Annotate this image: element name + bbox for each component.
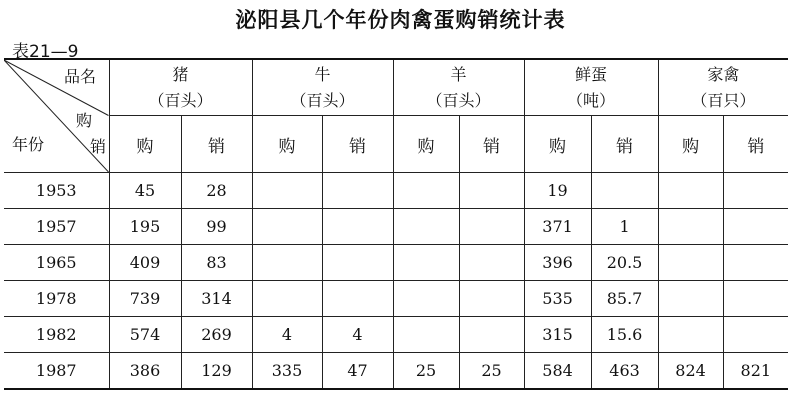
category-header	[252, 59, 393, 116]
corner-label-buy: 购	[76, 111, 93, 130]
data-cell	[393, 317, 459, 353]
year-cell: 1987	[4, 353, 109, 390]
data-cell: 83	[181, 245, 252, 281]
table-row	[4, 245, 788, 281]
data-cell	[658, 173, 723, 209]
data-cell: 584	[524, 353, 591, 390]
data-cell: 4	[252, 317, 322, 353]
data-cell: 314	[181, 281, 252, 317]
table-row	[4, 281, 788, 317]
data-cell: 315	[524, 317, 591, 353]
data-cell: 371	[524, 209, 591, 245]
stats-table	[4, 58, 788, 390]
sub-header-sell: 销	[723, 116, 788, 173]
corner-label-sell: 销	[90, 137, 107, 156]
data-cell	[322, 173, 393, 209]
data-cell: 463	[591, 353, 658, 390]
table-row	[4, 173, 788, 209]
corner-header	[4, 59, 109, 173]
category-unit: （百只）	[691, 90, 756, 110]
data-cell	[252, 209, 322, 245]
category-header	[524, 59, 658, 116]
data-cell: 15.6	[591, 317, 658, 353]
data-cell	[723, 209, 788, 245]
data-cell	[723, 281, 788, 317]
data-cell	[723, 245, 788, 281]
data-cell	[658, 209, 723, 245]
page-title: 泌阳县几个年份肉禽蛋购销统计表	[235, 8, 566, 32]
category-name: 羊	[450, 64, 467, 84]
data-cell: 25	[459, 353, 524, 390]
data-cell: 535	[524, 281, 591, 317]
sub-header-buy: 购	[393, 116, 459, 173]
data-cell	[322, 281, 393, 317]
data-cell	[393, 245, 459, 281]
data-cell: 85.7	[591, 281, 658, 317]
year-cell: 1953	[4, 173, 109, 209]
category-name: 牛	[314, 64, 331, 84]
data-cell: 28	[181, 173, 252, 209]
data-cell: 824	[658, 353, 723, 390]
sub-header-sell: 销	[591, 116, 658, 173]
data-cell	[322, 245, 393, 281]
data-cell	[393, 209, 459, 245]
data-cell	[723, 173, 788, 209]
category-name: 家禽	[707, 64, 740, 84]
category-unit: （百头）	[148, 90, 213, 110]
data-cell	[252, 245, 322, 281]
year-cell: 1978	[4, 281, 109, 317]
year-cell: 1982	[4, 317, 109, 353]
data-cell: 45	[109, 173, 181, 209]
data-cell	[591, 173, 658, 209]
data-cell: 821	[723, 353, 788, 390]
data-cell: 1	[591, 209, 658, 245]
data-cell: 195	[109, 209, 181, 245]
data-cell: 396	[524, 245, 591, 281]
data-cell: 19	[524, 173, 591, 209]
category-unit: （百头）	[426, 90, 491, 110]
sub-header-buy: 购	[109, 116, 181, 173]
category-name: 猪	[172, 64, 189, 84]
data-cell	[658, 281, 723, 317]
data-cell: 335	[252, 353, 322, 390]
data-cell	[459, 245, 524, 281]
category-name: 鲜蛋	[575, 64, 608, 84]
data-cell: 47	[322, 353, 393, 390]
data-cell	[459, 173, 524, 209]
sub-header-buy: 购	[658, 116, 723, 173]
data-cell	[459, 209, 524, 245]
data-cell	[723, 317, 788, 353]
data-cell	[393, 173, 459, 209]
corner-label-product: 品名	[64, 67, 97, 86]
category-header	[658, 59, 788, 116]
sub-header-sell: 销	[322, 116, 393, 173]
sub-header-sell: 销	[459, 116, 524, 173]
data-cell	[658, 245, 723, 281]
data-cell	[393, 281, 459, 317]
data-cell: 20.5	[591, 245, 658, 281]
category-unit: （百头）	[290, 90, 355, 110]
data-cell	[459, 317, 524, 353]
category-unit: （吨）	[567, 90, 616, 110]
data-cell	[322, 209, 393, 245]
data-cell: 25	[393, 353, 459, 390]
data-cell: 386	[109, 353, 181, 390]
sub-header-sell: 销	[181, 116, 252, 173]
table-label: 表21—9	[12, 42, 79, 62]
sub-header-buy: 购	[252, 116, 322, 173]
table-row	[4, 209, 788, 245]
data-cell	[658, 317, 723, 353]
data-cell	[252, 281, 322, 317]
data-cell: 4	[322, 317, 393, 353]
data-cell: 99	[181, 209, 252, 245]
data-cell: 574	[109, 317, 181, 353]
sub-header-buy: 购	[524, 116, 591, 173]
data-cell: 739	[109, 281, 181, 317]
data-cell: 269	[181, 317, 252, 353]
category-header	[109, 59, 252, 116]
data-cell: 409	[109, 245, 181, 281]
table-row	[4, 353, 788, 390]
table-row	[4, 317, 788, 353]
data-cell	[459, 281, 524, 317]
year-cell: 1965	[4, 245, 109, 281]
corner-label-year: 年份	[12, 135, 45, 154]
data-cell	[252, 173, 322, 209]
year-cell: 1957	[4, 209, 109, 245]
category-header	[393, 59, 524, 116]
data-cell: 129	[181, 353, 252, 390]
